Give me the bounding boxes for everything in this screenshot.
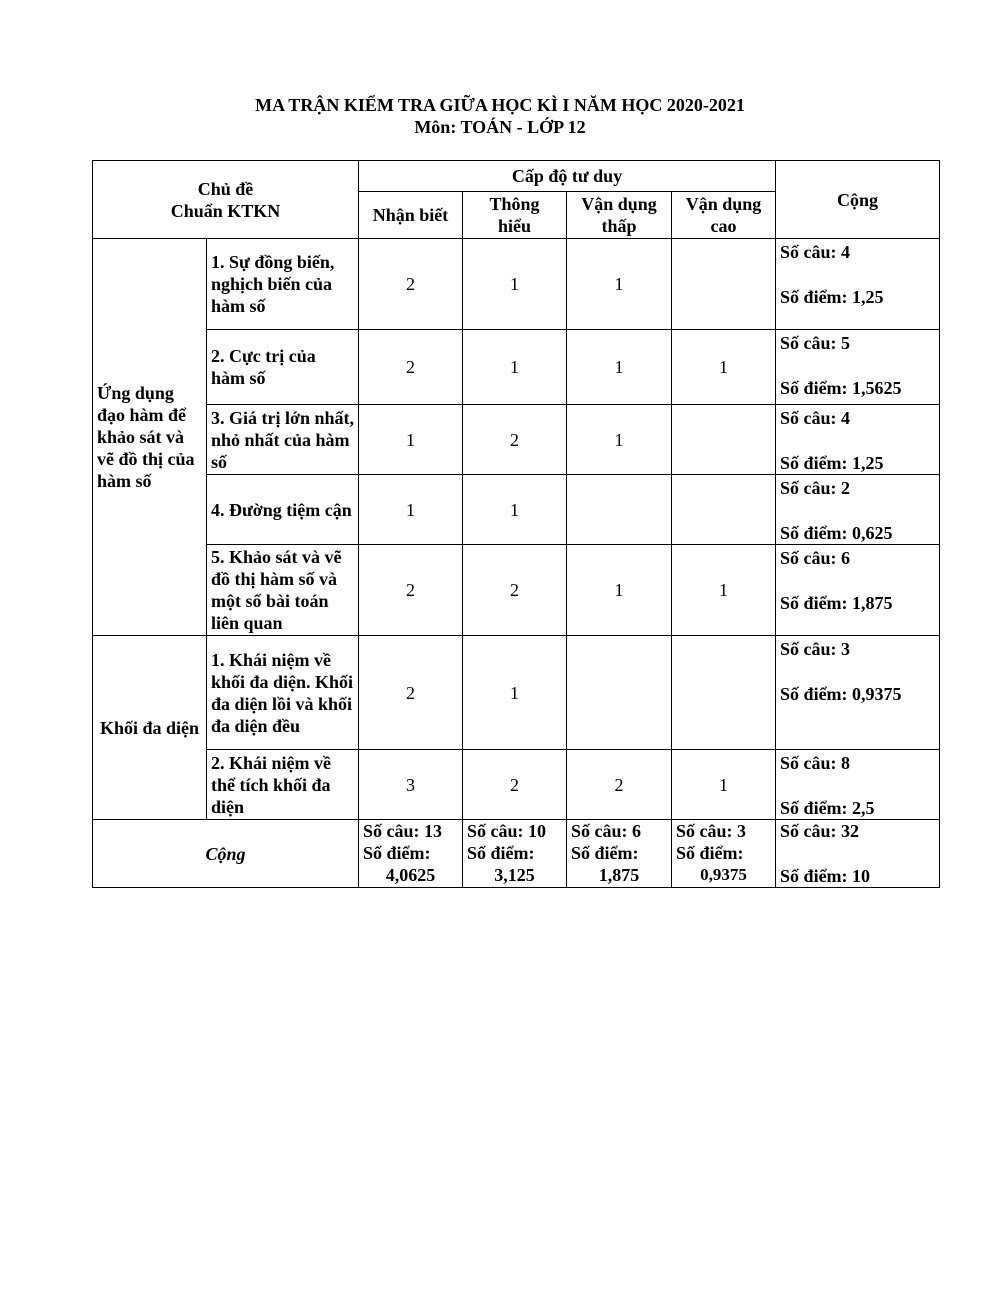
vdc-cell bbox=[672, 475, 776, 545]
vdt-total-diem: 1,875 bbox=[598, 865, 640, 885]
nb-cell: 2 bbox=[359, 636, 463, 750]
exam-matrix-table bbox=[92, 160, 940, 888]
total-cell bbox=[776, 330, 940, 405]
vdt-header bbox=[567, 192, 672, 239]
topic-header-line1: Chủ đề bbox=[197, 178, 254, 199]
vdc-cell: 1 bbox=[672, 330, 776, 405]
vdc-header-line2: cao bbox=[710, 216, 737, 236]
vdc-total-label: Số điểm: bbox=[676, 843, 744, 863]
grand-total-cell bbox=[776, 820, 940, 888]
table-row bbox=[93, 545, 940, 636]
topic-header-line2: Chuẩn KTKN bbox=[170, 200, 281, 221]
table-row bbox=[93, 239, 940, 330]
topic-cell: 2. Khái niệm về thể tích khối đa diện bbox=[207, 750, 359, 820]
vdc-cell bbox=[672, 405, 776, 475]
nb-cell: 1 bbox=[359, 405, 463, 475]
th-total-diem: 3,125 bbox=[494, 865, 535, 885]
th-cell: 2 bbox=[463, 750, 567, 820]
topic-cell: 4. Đường tiệm cận bbox=[207, 475, 359, 545]
sodiem-text: Số điểm: 1,25 bbox=[780, 287, 884, 307]
vdc-header bbox=[672, 192, 776, 239]
th-header-line2: hiểu bbox=[498, 216, 532, 236]
grand-total-socau: Số câu: 32 bbox=[780, 821, 860, 841]
sodiem-text: Số điểm: 2,5 bbox=[780, 798, 875, 818]
sodiem-text: Số điểm: 1,5625 bbox=[780, 378, 902, 398]
sodiem-text: Số điểm: 1,25 bbox=[780, 453, 884, 473]
nb-total-socau: Số câu: 13 bbox=[363, 821, 443, 841]
table-row bbox=[93, 330, 940, 405]
document-title: MA TRẬN KIỂM TRA GIỮA HỌC KÌ I NĂM HỌC 2020-2021 bbox=[255, 95, 745, 115]
topic-cell: 1. Sự đồng biến, nghịch biến của hàm số bbox=[207, 239, 359, 330]
grand-total-diem: Số điểm: 10 bbox=[780, 866, 871, 886]
document-subtitle: Môn: TOÁN - LỚP 12 bbox=[414, 117, 586, 137]
vdc-total-socau: Số câu: 3 bbox=[676, 821, 747, 841]
vdt-cell bbox=[567, 636, 672, 750]
nb-cell: 3 bbox=[359, 750, 463, 820]
table-row bbox=[93, 636, 940, 750]
total-cell bbox=[776, 636, 940, 750]
nb-cell: 2 bbox=[359, 330, 463, 405]
vdc-cell bbox=[672, 239, 776, 330]
vdc-total-cell bbox=[672, 820, 776, 888]
vdc-total-diem: 0,9375 bbox=[700, 865, 747, 884]
nb-cell: 1 bbox=[359, 475, 463, 545]
table-row bbox=[93, 405, 940, 475]
vdt-cell bbox=[567, 475, 672, 545]
total-row bbox=[93, 820, 940, 888]
sodiem-text: Số điểm: 1,875 bbox=[780, 593, 893, 613]
socau-text: Số câu: 3 bbox=[780, 639, 851, 659]
topic-cell: 1. Khái niệm về khối đa diện. Khối đa diện lồi và khối đa diện đều bbox=[207, 636, 359, 750]
level-header: Cấp độ tư duy bbox=[359, 161, 776, 192]
topic-header bbox=[93, 161, 359, 239]
sodiem-text: Số điểm: 0,625 bbox=[780, 523, 893, 543]
vdc-cell: 1 bbox=[672, 750, 776, 820]
socau-text: Số câu: 6 bbox=[780, 548, 851, 568]
th-cell: 1 bbox=[463, 239, 567, 330]
total-row-label: Cộng bbox=[93, 820, 359, 888]
total-header: Cộng bbox=[776, 161, 940, 239]
table-row bbox=[93, 475, 940, 545]
topic-cell: 5. Khảo sát và vẽ đồ thị hàm số và một số bài toán liên quan bbox=[207, 545, 359, 636]
socau-text: Số câu: 4 bbox=[780, 242, 851, 262]
table-row bbox=[93, 750, 940, 820]
socau-text: Số câu: 8 bbox=[780, 753, 851, 773]
vdt-header-line1: Vận dụng bbox=[581, 194, 657, 214]
vdc-cell bbox=[672, 636, 776, 750]
th-cell: 2 bbox=[463, 545, 567, 636]
topic-cell: 2. Cực trị của hàm số bbox=[207, 330, 359, 405]
th-cell: 1 bbox=[463, 636, 567, 750]
sodiem-text: Số điểm: 0,9375 bbox=[780, 684, 902, 704]
total-cell bbox=[776, 405, 940, 475]
total-cell bbox=[776, 545, 940, 636]
vdt-cell: 1 bbox=[567, 239, 672, 330]
nb-total-cell bbox=[359, 820, 463, 888]
total-cell bbox=[776, 750, 940, 820]
nb-cell: 2 bbox=[359, 545, 463, 636]
socau-text: Số câu: 4 bbox=[780, 408, 851, 428]
nb-total-diem: 4,0625 bbox=[385, 865, 436, 885]
th-total-socau: Số câu: 10 bbox=[467, 821, 547, 841]
vdt-cell: 1 bbox=[567, 330, 672, 405]
th-total-label: Số điểm: bbox=[467, 843, 535, 863]
header-row-1 bbox=[93, 161, 940, 192]
vdt-cell: 1 bbox=[567, 405, 672, 475]
nb-header: Nhận biết bbox=[359, 192, 463, 239]
vdt-cell: 1 bbox=[567, 545, 672, 636]
vdt-total-label: Số điểm: bbox=[571, 843, 639, 863]
vdc-cell: 1 bbox=[672, 545, 776, 636]
th-header-line1: Thông bbox=[489, 194, 540, 214]
nb-total-label: Số điểm: bbox=[363, 843, 431, 863]
vdt-total-socau: Số câu: 6 bbox=[571, 821, 642, 841]
socau-text: Số câu: 5 bbox=[780, 333, 851, 353]
total-cell bbox=[776, 475, 940, 545]
th-header bbox=[463, 192, 567, 239]
group-label-ung-dung: Ứng dụng đạo hàm để khảo sát và vẽ đồ thị của hàm số bbox=[93, 239, 207, 636]
vdt-header-line2: thấp bbox=[601, 216, 637, 236]
th-cell: 1 bbox=[463, 330, 567, 405]
group-label-khoi-da-dien: Khối đa diện bbox=[93, 636, 207, 820]
total-cell bbox=[776, 239, 940, 330]
th-cell: 2 bbox=[463, 405, 567, 475]
socau-text: Số câu: 2 bbox=[780, 478, 851, 498]
topic-cell: 3. Giá trị lớn nhất, nhỏ nhất của hàm số bbox=[207, 405, 359, 475]
nb-cell: 2 bbox=[359, 239, 463, 330]
th-cell: 1 bbox=[463, 475, 567, 545]
vdt-cell: 2 bbox=[567, 750, 672, 820]
th-total-cell bbox=[463, 820, 567, 888]
vdc-header-line1: Vận dụng bbox=[685, 194, 762, 214]
vdt-total-cell bbox=[567, 820, 672, 888]
